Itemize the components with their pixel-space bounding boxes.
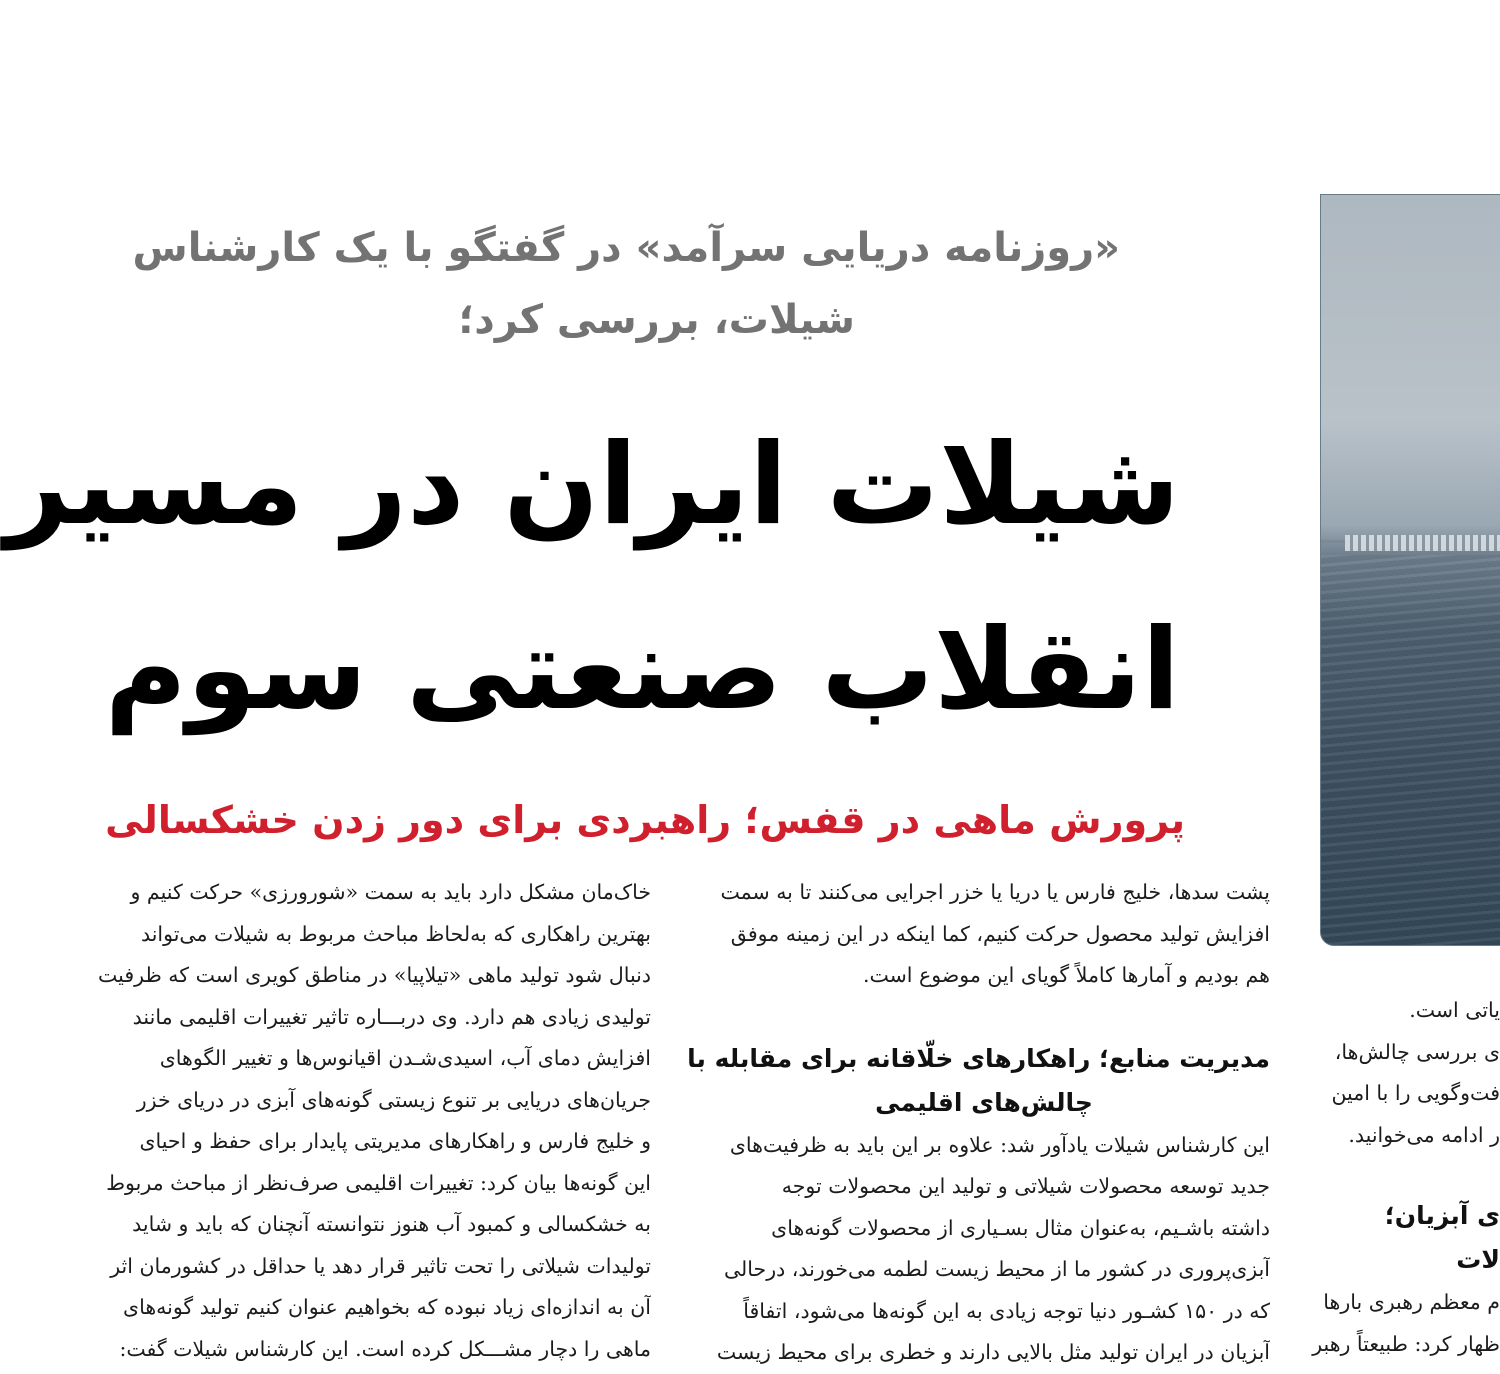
- article-photo-fish-cages: [1320, 194, 1500, 946]
- section-title-line-2: چالش‌های اقلیمی: [875, 1087, 1093, 1117]
- body-line: و خلیج فارس و راهکارهای مدیریتی پایدار برای حفظ و احیای: [139, 1129, 651, 1153]
- article-column-middle: [687, 872, 1270, 1374]
- section-title-line-2: لات: [1456, 1245, 1500, 1274]
- subheadline: پرورش ماهی در قفس؛ راهبردی برای دور زدن خشکسالی: [105, 798, 1185, 842]
- body-line: ی بررسی چالش‌ها،: [1334, 1039, 1500, 1064]
- body-line: جدید توسعه محصولات شیلاتی و تولید این محصولات توجه: [781, 1174, 1270, 1198]
- body-line: دنبال شود تولید ماهی «تیلاپیا» در مناطق کویری است که ظرفیت: [98, 963, 651, 987]
- body-line: این گونه‌ها بیان کرد: تغییرات اقلیمی صرف‌نظر از مباحث مربوط: [106, 1170, 651, 1195]
- section-title-line-1: مدیریت منابع؛ راهکارهای خلّاقانه برای مقابله با: [687, 1043, 1270, 1073]
- body-line: جریان‌های دریایی بر تنوع زیستی گونه‌های آبزی در دریای خزر: [136, 1087, 651, 1112]
- body-line: تولیدات شیلاتی را تحت تاثیر قرار دهد یا حداقل در کشورمان اثر: [110, 1253, 651, 1278]
- section-title-line-1: ی آبزیان؛: [1384, 1201, 1500, 1230]
- body-line: هم بودیم و آمارها کاملاً گویای این موضوع است.: [862, 963, 1270, 987]
- section-spacer: [698, 997, 1270, 1037]
- body-line: افزایش تولید محصول حرکت کنیم، کما اینکه در این زمینه موفق: [730, 921, 1270, 946]
- headline-line-2: انقلاب صنعتی سوم: [104, 605, 1180, 735]
- body-line: م معظم رهبری بارها: [1323, 1290, 1500, 1314]
- body-line: بهترین راهکاری که به‌لحاظ مباحث مربوط به شیلات می‌تواند: [140, 921, 651, 946]
- sea-waves-image: [1321, 555, 1500, 945]
- body-line: یاتی است.: [1409, 998, 1500, 1022]
- body-line: آن به اندازه‌ای زیاد نبوده که بخواهیم عنوان کنیم تولید گونه‌های: [123, 1295, 651, 1319]
- body-line: که در ۱۵۰ کشـور دنیا توجه زیادی به این گونه‌ها می‌شود، اتفاقاً: [743, 1298, 1270, 1323]
- kicker-line-1: «روزنامه دریایی سرآمد» در گفتگو با یک کارشناس: [132, 225, 1120, 271]
- fish-cages-image: [1345, 535, 1500, 551]
- section-spacer: [1300, 1156, 1500, 1194]
- body-line: پشت سدها، خلیج فارس یا دریا یا خزر اجرایی می‌کنند تا به سمت: [720, 880, 1270, 904]
- body-line: تولیدی زیادی هم دارد. وی دربـــاره تاثیر تغییرات اقلیمی مانند: [132, 1004, 651, 1029]
- article-column-right: [1300, 990, 1500, 1365]
- kicker-line-2: شیلات، بررسی کرد؛: [458, 297, 855, 343]
- body-line: آبزی‌پروری در کشور ما از محیط زیست لطمه می‌خورند، درحالی: [723, 1257, 1270, 1281]
- body-line: ماهی را دچار مشـــکل کرده است. این کارشناس شیلات گفت:: [119, 1336, 651, 1361]
- headline-line-1: شیلات ایران در مسیر: [4, 420, 1180, 550]
- body-line: فت‌وگویی را با امین: [1331, 1081, 1500, 1105]
- body-line: این کارشناس شیلات یادآور شد: علاوه بر این باید به ظرفیت‌های: [729, 1132, 1270, 1157]
- body-line: آبزیان در ایران تولید مثل بالایی دارند و خطری برای محیط زیست: [716, 1340, 1270, 1364]
- body-line: افزایش دمای آب، اسیدی‌شـدن اقیانوس‌ها و تغییر الگوهای: [159, 1046, 651, 1070]
- body-line: داشته باشـیم، به‌عنوان مثال بسـیاری از محصولات گونه‌های: [771, 1215, 1270, 1240]
- body-line: به خشکسالی و کمبود آب هنوز نتوانسته آنچنان که باید و شاید: [132, 1212, 651, 1236]
- article-column-left: [78, 872, 651, 1370]
- body-line: ر ادامه می‌خوانید.: [1348, 1122, 1500, 1147]
- body-line: ظهار کرد: طبیعتاً رهبر: [1312, 1331, 1500, 1356]
- body-line: خاک‌مان مشکل دارد باید به سمت «شورورزی» حرکت کنیم و: [130, 880, 651, 904]
